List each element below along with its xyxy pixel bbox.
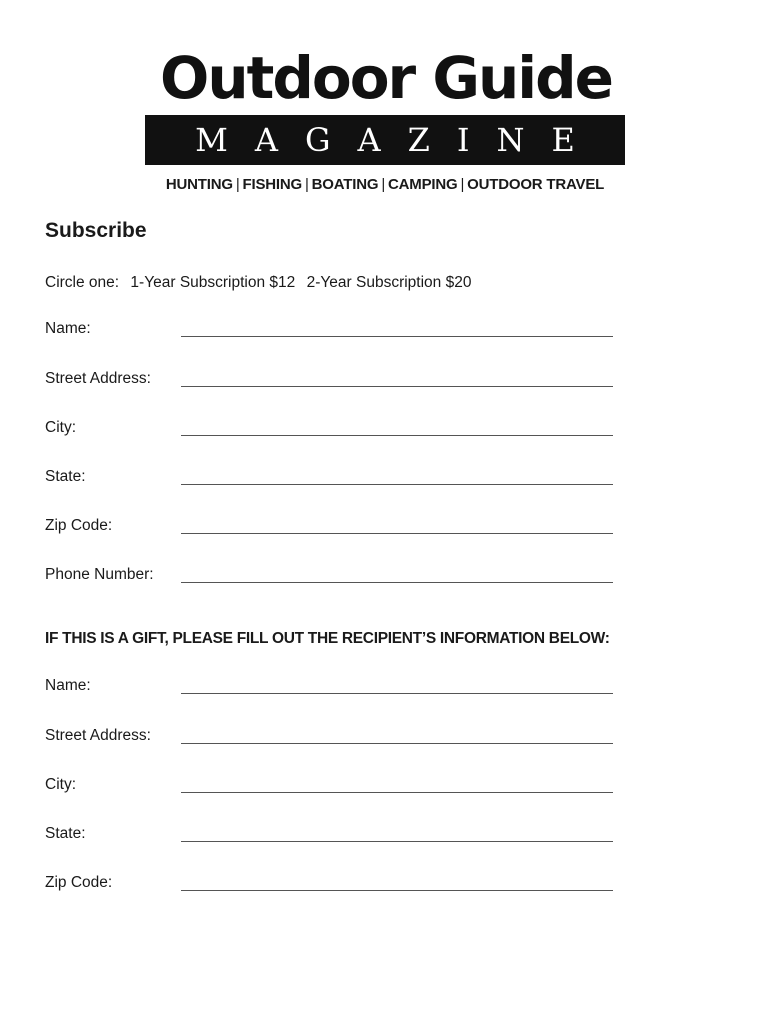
field-label-name: Name: [45, 320, 91, 337]
tagline-separator: | [304, 176, 309, 193]
tagline-item-camping: CAMPING [388, 176, 458, 193]
gift-field-line-zip-code[interactable] [181, 890, 613, 891]
gift-field-row-street-address [45, 727, 615, 749]
gift-field-line-state[interactable] [181, 841, 613, 842]
gift-field-label-zip-code: Zip Code: [45, 874, 113, 891]
tagline-separator: | [235, 176, 240, 193]
field-row-zip-code [45, 517, 615, 539]
subscribe-heading: Subscribe [45, 219, 147, 242]
magazine-logo-bar [145, 115, 625, 165]
gift-field-label-state: State: [45, 825, 86, 842]
circle-one-label: Circle one: [45, 274, 120, 291]
field-row-city [45, 419, 615, 441]
field-label-state: State: [45, 468, 86, 485]
gift-field-line-street-address[interactable] [181, 743, 613, 744]
gift-field-line-name[interactable] [181, 693, 613, 694]
gift-field-row-zip-code [45, 874, 615, 896]
tagline-item-boating: BOATING [311, 176, 379, 193]
field-line-phone-number[interactable] [181, 582, 613, 583]
tagline-separator: | [460, 176, 465, 193]
gift-field-row-city [45, 776, 615, 798]
gift-heading: IF THIS IS A GIFT, PLEASE FILL OUT THE RECIPIENT’S INFORMATION BELOW: [45, 630, 610, 647]
field-row-name [45, 320, 615, 342]
gift-field-row-name [45, 677, 615, 699]
field-label-zip-code: Zip Code: [45, 517, 113, 534]
gift-field-row-state [45, 825, 615, 847]
field-line-name[interactable] [181, 336, 613, 337]
tagline-separator: | [381, 176, 386, 193]
field-line-state[interactable] [181, 484, 613, 485]
field-row-phone-number [45, 566, 615, 588]
option-2-year[interactable]: 2-Year Subscription $20 [306, 274, 472, 291]
field-line-city[interactable] [181, 435, 613, 436]
tagline [145, 176, 625, 193]
gift-field-label-street-address: Street Address: [45, 727, 151, 744]
tagline-item-outdoor-travel: OUTDOOR TRAVEL [467, 176, 605, 193]
field-label-city: City: [45, 419, 76, 436]
field-label-phone-number: Phone Number: [45, 566, 154, 583]
field-row-street-address [45, 370, 615, 392]
option-1-year[interactable]: 1-Year Subscription $12 [130, 274, 296, 291]
magazine-logo-title: Outdoor Guide [160, 44, 612, 112]
gift-field-line-city[interactable] [181, 792, 613, 793]
gift-field-label-city: City: [45, 776, 76, 793]
field-line-street-address[interactable] [181, 386, 613, 387]
field-row-state [45, 468, 615, 490]
field-line-zip-code[interactable] [181, 533, 613, 534]
subscription-choice [45, 274, 471, 292]
tagline-item-hunting: HUNTING [165, 176, 233, 193]
tagline-item-fishing: FISHING [242, 176, 302, 193]
gift-field-label-name: Name: [45, 677, 91, 694]
field-label-street-address: Street Address: [45, 370, 151, 387]
magazine-logo-subtitle: MAGAZINE [195, 121, 602, 159]
